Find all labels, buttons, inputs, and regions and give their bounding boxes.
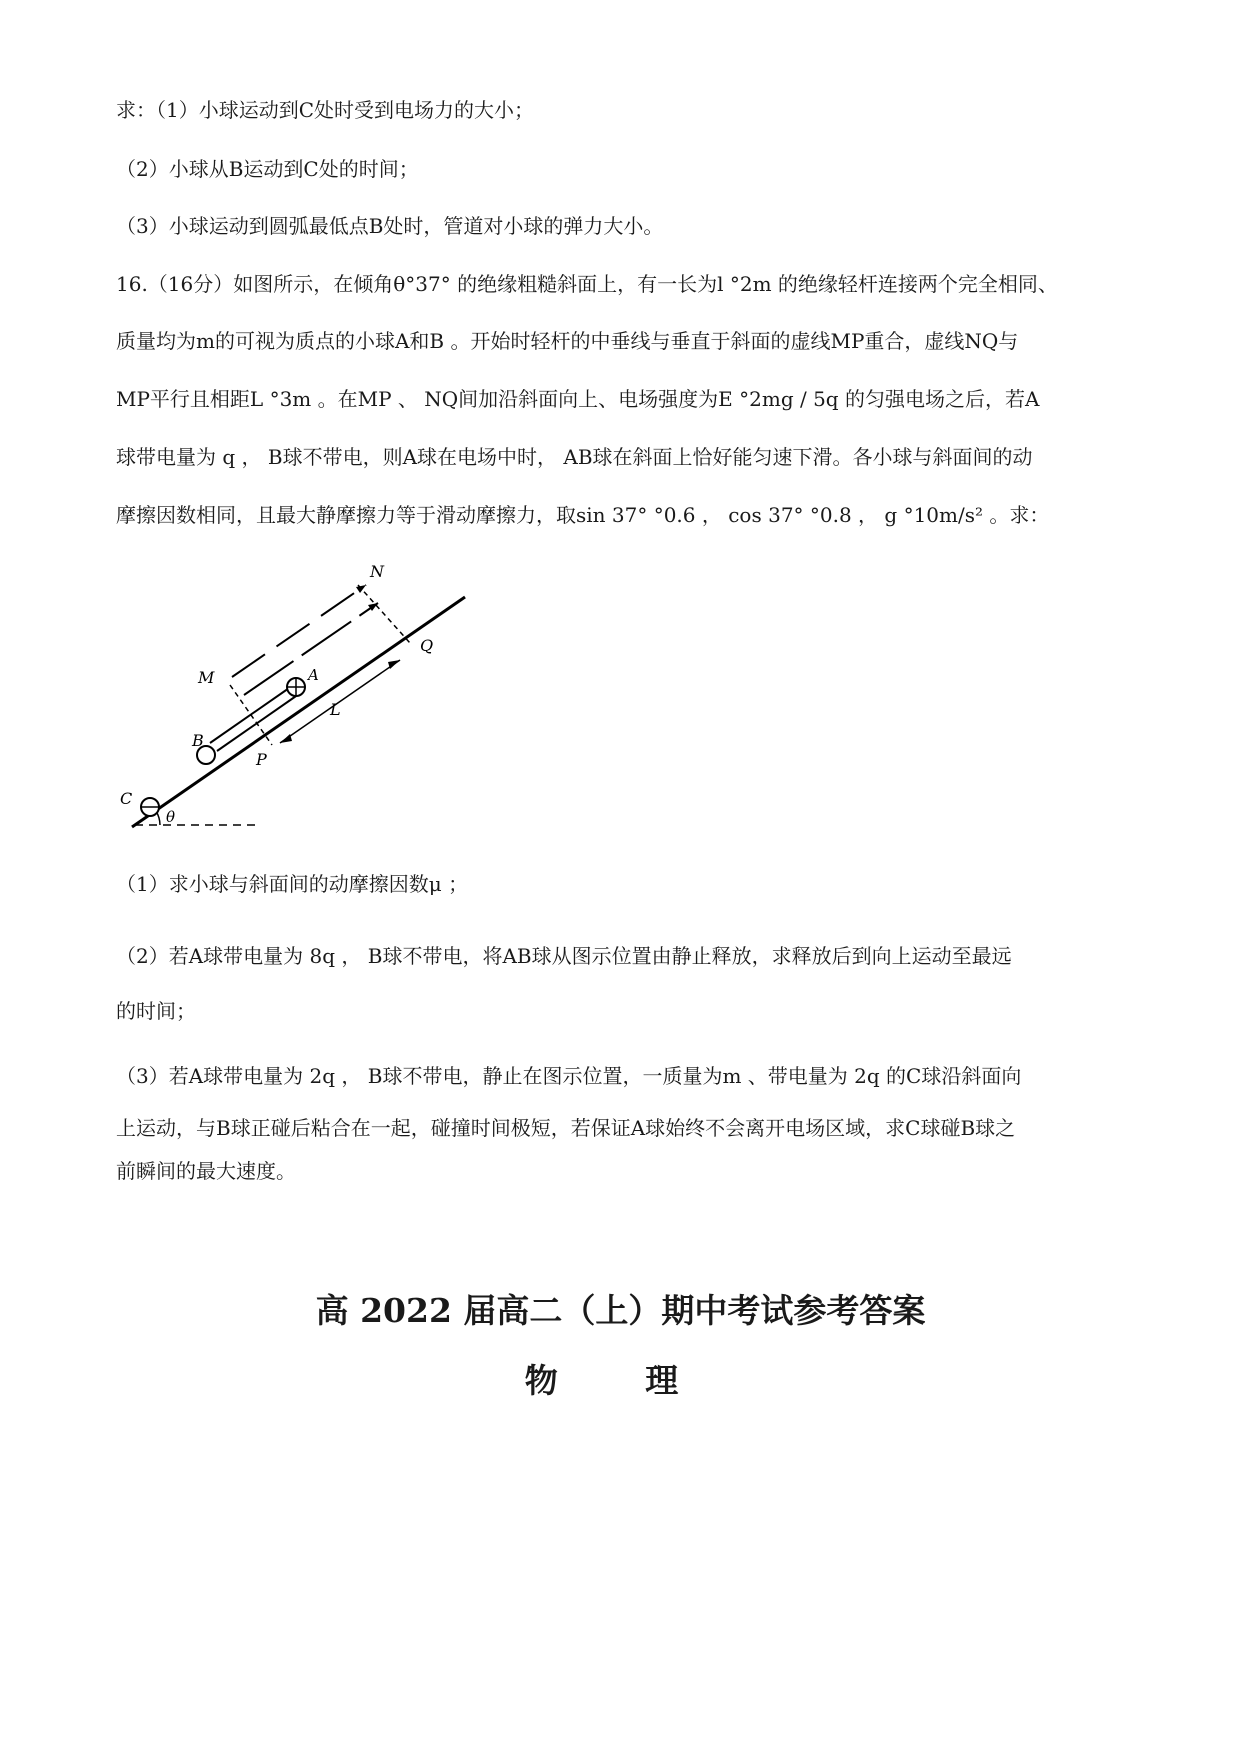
question-line-2: （2）小球从B运动到C处的时间； — [116, 157, 419, 181]
subquestion-2-line-2: 的时间； — [116, 999, 196, 1023]
label-theta: θ — [166, 808, 176, 826]
label-a: A — [308, 666, 319, 684]
field-line-1 — [232, 585, 366, 677]
question-line-3: （3）小球运动到圆弧最低点B处时，管道对小球的弹力大小。 — [116, 214, 664, 238]
line-nq — [358, 585, 410, 643]
label-p: P — [256, 750, 267, 769]
label-b: B — [192, 731, 204, 750]
problem16-line-2: 质量均为m的可视为质点的小球A和B 。开始时轻杆的中垂线与垂直于斜面的虚线MP重合，虚线NQ与 — [116, 329, 1019, 353]
question-line-1: 求：（1）小球运动到C处时受到电场力的大小； — [116, 98, 535, 122]
label-l: L — [330, 700, 341, 719]
label-c: C — [120, 789, 133, 808]
rod-line-2 — [217, 694, 299, 751]
label-q: Q — [420, 636, 434, 655]
problem16-line-5: 摩擦因数相同，且最大静摩擦力等于滑动摩擦力，取sin 37° °0.6 ， cos 37° °0.8 ， g °10m/s² 。求： — [116, 503, 1050, 527]
answer-title: 高 2022 届高二（上）期中考试参考答案 — [315, 1291, 926, 1330]
subquestion-3-line-2: 上运动，与B球正碰后粘合在一起，碰撞时间极短，若保证A球始终不会离开电场区域，求C球碰B球之 — [116, 1116, 1016, 1140]
problem16-line-4: 球带电量为 q ， B球不带电，则A球在电场中时， AB球在斜面上恰好能匀速下滑。各小球与斜面间的动 — [116, 445, 1033, 469]
subquestion-3-line-3: 前瞬间的最大速度。 — [116, 1159, 296, 1183]
subquestion-1: （1）求小球与斜面间的动摩擦因数μ ； — [116, 872, 469, 896]
label-n: N — [370, 562, 384, 581]
problem16-line-1: 16.（16分）如图所示，在倾角θ°37° 的绝缘粗糙斜面上，有一长为l °2m 的绝缘轻杆连接两个完全相同、 — [116, 272, 1058, 296]
subquestion-2-line-1: （2）若A球带电量为 8q ， B球不带电，将AB球从图示位置由静止释放，求释放后到向上运动至最远 — [116, 944, 1012, 968]
dimension-l-arrow-1 — [280, 734, 292, 743]
label-m: M — [198, 668, 215, 687]
dimension-l-arrow-2 — [388, 660, 400, 669]
problem16-line-3: MP平行且相距L °3m 。在MP 、 NQ间加沿斜面向上、电场强度为E °2mg / 5q 的匀强电场之后，若A — [116, 387, 1040, 411]
answer-subtitle: 物 理 — [524, 1361, 717, 1400]
subquestion-3-line-1: （3）若A球带电量为 2q ， B球不带电，静止在图示位置，一质量为m 、带电量为 2q 的C球沿斜面向 — [116, 1064, 1022, 1088]
